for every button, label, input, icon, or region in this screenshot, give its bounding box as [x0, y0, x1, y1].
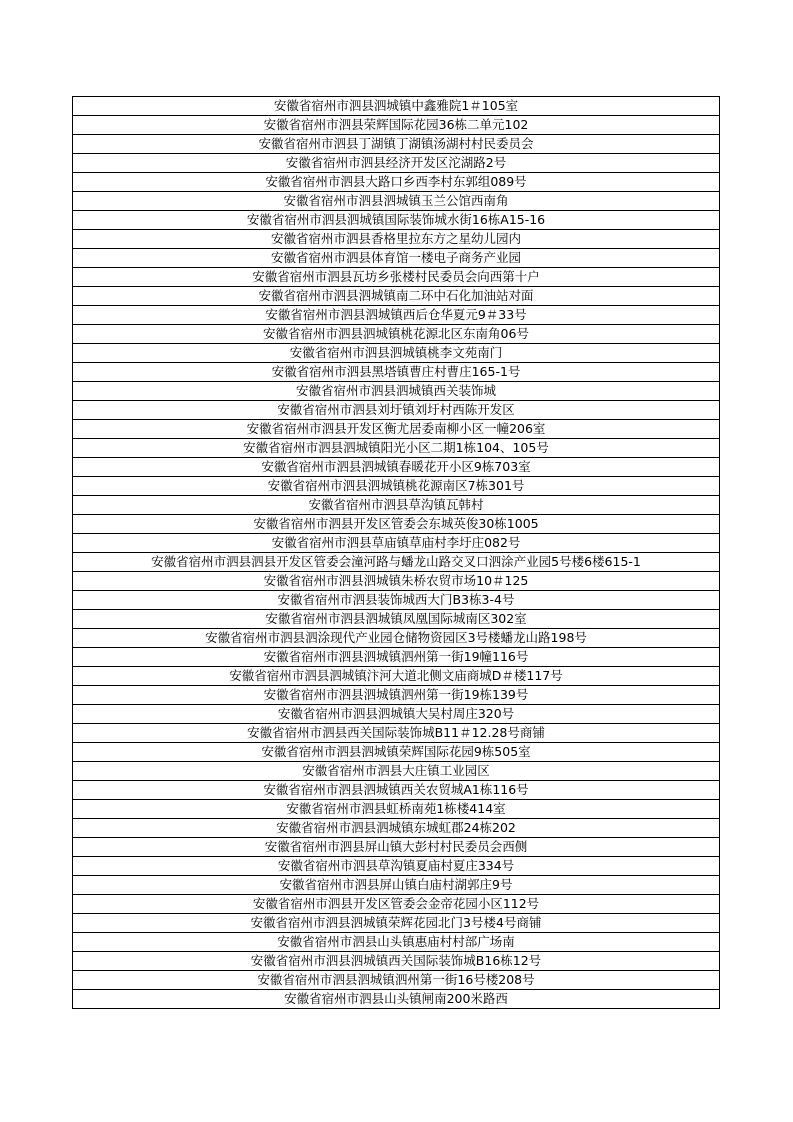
address-cell: 安徽省宿州市泗县大庄镇工业园区 — [73, 762, 720, 781]
table-row — [73, 591, 720, 610]
table-row — [73, 306, 720, 325]
address-cell: 安徽省宿州市泗县屏山镇白庙村湖郭庄9号 — [73, 876, 720, 895]
address-cell: 安徽省宿州市泗县泗城镇东城虹郡24栋202 — [73, 819, 720, 838]
table-row — [73, 819, 720, 838]
table-row — [73, 382, 720, 401]
table-row — [73, 458, 720, 477]
address-cell: 安徽省宿州市泗县泗城镇西后仓华夏元9＃33号 — [73, 306, 720, 325]
address-cell: 安徽省宿州市泗县经济开发区沱湖路2号 — [73, 154, 720, 173]
address-cell: 安徽省宿州市泗县泗城镇桃李文苑南门 — [73, 344, 720, 363]
address-cell: 安徽省宿州市泗县草庙镇草庙村李圩庄082号 — [73, 534, 720, 553]
table-row — [73, 325, 720, 344]
table-row — [73, 648, 720, 667]
document-page — [72, 96, 720, 1009]
address-cell: 安徽省宿州市泗县泗城镇国际装饰城水街16栋A15-16 — [73, 211, 720, 230]
table-row — [73, 933, 720, 952]
address-cell: 安徽省宿州市泗县装饰城西大门B3栋3-4号 — [73, 591, 720, 610]
address-cell: 安徽省宿州市泗县西关国际装饰城B11＃12.28号商铺 — [73, 724, 720, 743]
table-row — [73, 762, 720, 781]
address-cell: 安徽省宿州市泗县泗城镇桃花源北区东南角06号 — [73, 325, 720, 344]
table-row — [73, 116, 720, 135]
table-row — [73, 287, 720, 306]
address-cell: 安徽省宿州市泗县草沟镇瓦韩村 — [73, 496, 720, 515]
address-cell: 安徽省宿州市泗县开发区管委会金帝花园小区112号 — [73, 895, 720, 914]
table-row — [73, 173, 720, 192]
address-cell: 安徽省宿州市泗县泗城镇阳光小区二期1栋104、105号 — [73, 439, 720, 458]
table-row — [73, 477, 720, 496]
table-row — [73, 211, 720, 230]
table-row — [73, 629, 720, 648]
table-row — [73, 914, 720, 933]
address-table — [72, 96, 720, 1009]
address-cell: 安徽省宿州市泗县泗城镇荣辉花园北门3号楼4号商铺 — [73, 914, 720, 933]
table-row — [73, 534, 720, 553]
table-row — [73, 971, 720, 990]
table-row — [73, 800, 720, 819]
table-row — [73, 705, 720, 724]
address-cell: 安徽省宿州市泗县黑塔镇曹庄村曹庄165-1号 — [73, 363, 720, 382]
address-cell: 安徽省宿州市泗县泗城镇西关国际装饰城B16栋12号 — [73, 952, 720, 971]
address-cell: 安徽省宿州市泗县虹桥南苑1栋楼414室 — [73, 800, 720, 819]
table-row — [73, 857, 720, 876]
table-row — [73, 572, 720, 591]
table-row — [73, 610, 720, 629]
address-cell: 安徽省宿州市泗县开发区管委会东城英俊30栋1005 — [73, 515, 720, 534]
address-cell: 安徽省宿州市泗县泗县开发区管委会潼河路与蟠龙山路交叉口泗涂产业园5号楼6楼615-1 — [73, 553, 720, 572]
table-row — [73, 135, 720, 154]
address-cell: 安徽省宿州市泗县山头镇惠庙村村部广场南 — [73, 933, 720, 952]
address-cell: 安徽省宿州市泗县山头镇闸南200米路西 — [73, 990, 720, 1009]
address-cell: 安徽省宿州市泗县瓦坊乡张楼村民委员会向西第十户 — [73, 268, 720, 287]
table-row — [73, 667, 720, 686]
address-cell: 安徽省宿州市泗县泗城镇春暖花开小区9栋703室 — [73, 458, 720, 477]
address-cell: 安徽省宿州市泗县屏山镇大彭村村民委员会西侧 — [73, 838, 720, 857]
address-cell: 安徽省宿州市泗县香格里拉东方之星幼儿园内 — [73, 230, 720, 249]
address-cell: 安徽省宿州市泗县刘圩镇刘圩村西陈开发区 — [73, 401, 720, 420]
table-row — [73, 553, 720, 572]
table-row — [73, 192, 720, 211]
address-cell: 安徽省宿州市泗县泗城镇凤凰国际城南区302室 — [73, 610, 720, 629]
address-cell: 安徽省宿州市泗县泗城镇大吴村周庄320号 — [73, 705, 720, 724]
table-row — [73, 230, 720, 249]
address-cell: 安徽省宿州市泗县丁湖镇丁湖镇汤湖村村民委员会 — [73, 135, 720, 154]
table-row — [73, 895, 720, 914]
table-row — [73, 420, 720, 439]
table-row — [73, 781, 720, 800]
table-row — [73, 154, 720, 173]
address-cell: 安徽省宿州市泗县泗城镇汴河大道北侧文庙商城D＃楼117号 — [73, 667, 720, 686]
address-cell: 安徽省宿州市泗县泗城镇泗州第一街19幢116号 — [73, 648, 720, 667]
address-cell: 安徽省宿州市泗县泗城镇玉兰公馆西南角 — [73, 192, 720, 211]
table-row — [73, 724, 720, 743]
table-row — [73, 249, 720, 268]
address-table-body — [73, 97, 720, 1009]
address-cell: 安徽省宿州市泗县荣辉国际花园36栋二单元102 — [73, 116, 720, 135]
table-row — [73, 97, 720, 116]
table-row — [73, 268, 720, 287]
address-cell: 安徽省宿州市泗县泗城镇中鑫雅院1＃105室 — [73, 97, 720, 116]
address-cell: 安徽省宿州市泗县泗城镇西关装饰城 — [73, 382, 720, 401]
table-row — [73, 401, 720, 420]
table-row — [73, 952, 720, 971]
table-row — [73, 515, 720, 534]
address-cell: 安徽省宿州市泗县泗城镇泗州第一街19栋139号 — [73, 686, 720, 705]
address-cell: 安徽省宿州市泗县大路口乡西李村东郭组089号 — [73, 173, 720, 192]
address-cell: 安徽省宿州市泗县泗城镇桃花源南区7栋301号 — [73, 477, 720, 496]
table-row — [73, 876, 720, 895]
address-cell: 安徽省宿州市泗县草沟镇夏庙村夏庄334号 — [73, 857, 720, 876]
table-row — [73, 743, 720, 762]
table-row — [73, 990, 720, 1009]
table-row — [73, 686, 720, 705]
address-cell: 安徽省宿州市泗县泗城镇泗州第一街16号楼208号 — [73, 971, 720, 990]
address-cell: 安徽省宿州市泗县泗涂现代产业园仓储物资园区3号楼蟠龙山路198号 — [73, 629, 720, 648]
address-cell: 安徽省宿州市泗县泗城镇荣辉国际花园9栋505室 — [73, 743, 720, 762]
address-cell: 安徽省宿州市泗县体育馆一楼电子商务产业园 — [73, 249, 720, 268]
address-cell: 安徽省宿州市泗县泗城镇西关农贸城A1栋116号 — [73, 781, 720, 800]
table-row — [73, 838, 720, 857]
address-cell: 安徽省宿州市泗县泗城镇南二环中石化加油站对面 — [73, 287, 720, 306]
table-row — [73, 439, 720, 458]
address-cell: 安徽省宿州市泗县开发区衡尤居委南柳小区一幢206室 — [73, 420, 720, 439]
address-cell: 安徽省宿州市泗县泗城镇朱桥农贸市场10＃125 — [73, 572, 720, 591]
table-row — [73, 496, 720, 515]
table-row — [73, 363, 720, 382]
table-row — [73, 344, 720, 363]
